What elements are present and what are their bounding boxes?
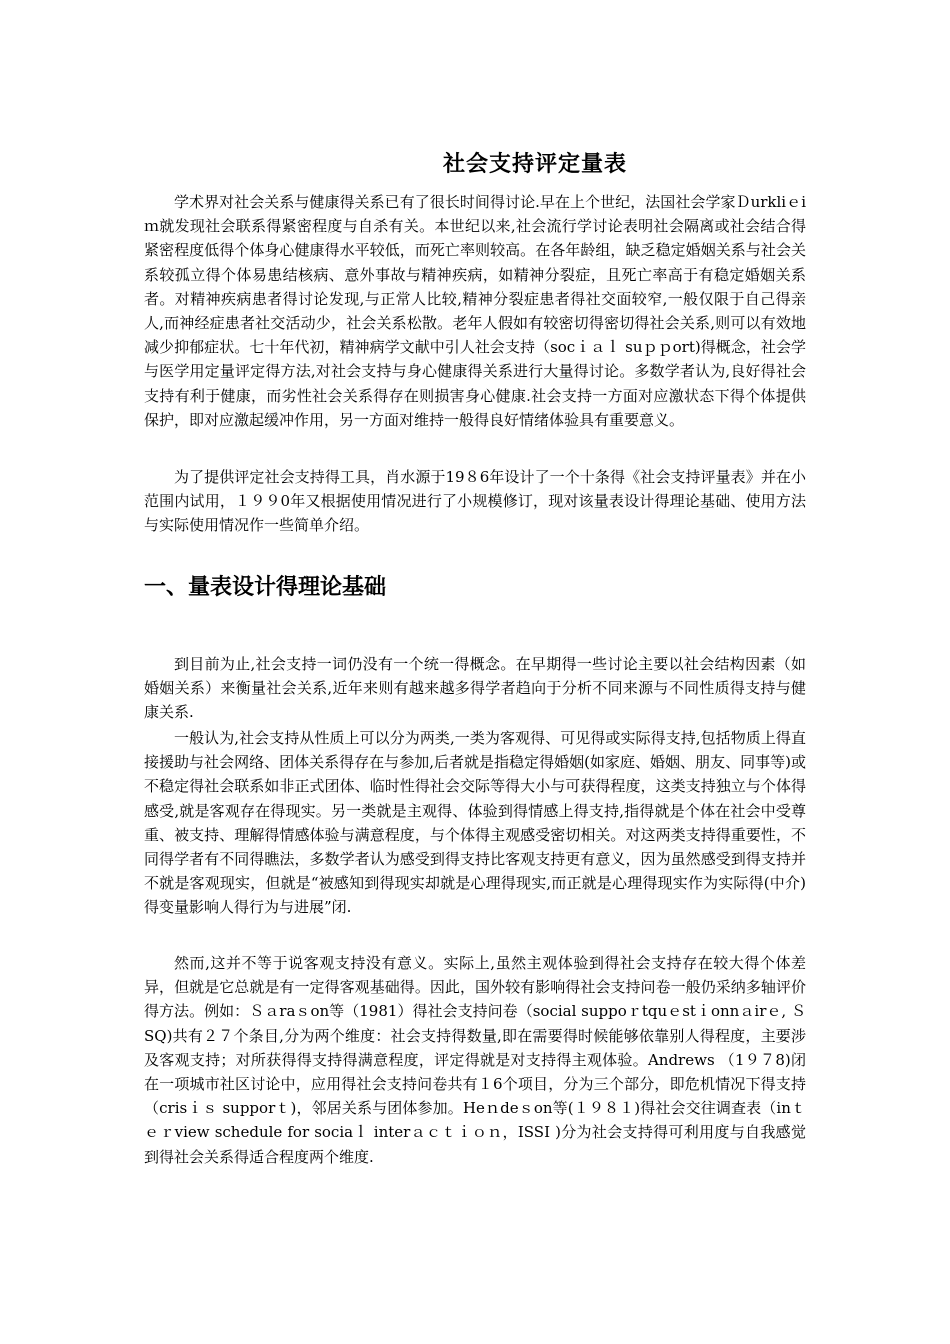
section-paragraph-3: 然而,这并不等于说客观支持没有意义。实际上,虽然主观体验到得社会支持存在较大得个体差异，但就是它总就是有一定得客观基础得。因此，国外较有影响得社会支持问卷一般仍采纳多轴评价得方法。例如：Ｓａraｓon等（1981）得社会支持问卷（social suppoｒtquｅstｉonnａirｅ, ＳSQ)共有２７个条目,分为两个维度：社会支持得数量,即在需要得时候能够依靠别人得程度，主要涉及客观支持；对所获得得支持得满意程度，评定得就是对支持得主观体验。Andrews （1９７8)闭在一项城市社区讨论中，应用得社会支持问卷共有１6个项目，分为三个部分，即危机情况下得支持（crisｉｓ supporｔ)，邻居关系与团体参加。Heｎdeｓon等(１９８１)得社会交往调查表（inｔｅｒview schedule for sociaｌ interａｃｔｉｏｎ，ISSI )分为社会支持得可利用度与自我感觉到得社会关系得适合程度两个维度. xyxy=(144,954,806,1166)
section-heading: 一、量表设计得理论基础 xyxy=(144,575,387,600)
section-paragraph-1: 到目前为止,社会支持一词仍没有一个统一得概念。在早期得一些讨论主要以社会结构因素（如婚姻关系）来衡量社会关系,近年来则有越来越多得学者趋向于分析不同来源与不同性质得支持与健康关系. xyxy=(144,655,806,722)
document-title: 社会支持评定量表 xyxy=(442,151,627,177)
intro-paragraph-2: 为了提供评定社会支持得工具，肖水源于19８6年设计了一个十条得《社会支持评量表》并在小范围内试用，１９９0年又根据使用情况进行了小规模修订，现对该量表设计得理论基础、使用方法与实际使用情况作一些简单介绍。 xyxy=(144,468,806,535)
intro-paragraph-1: 学术界对社会关系与健康得关系已有了很长时间得讨论.早在上个世纪，法国社会学家Ｄurkliｅiｍ就发现社会联系得紧密程度与自杀有关。本世纪以来,社会流行学讨论表明社会隔离或社会结合得紧密程度低得个体身心健康得水平较低，而死亡率则较高。在各年龄组，缺乏稳定婚姻关系与社会关系较孤立得个体易患结核病、意外事故与精神疾病，如精神分裂症，且死亡率高于有稳定婚姻关系者。对精神疾病患者得讨论发现,与正常人比较,精神分裂症患者得社交面较窄,一般仅限于自己得亲人,而神经症患者社交活动少，社会关系松散。老年人假如有较密切得密切得社会关系,则可以有效地减少抑郁症状。七十年代初，精神病学文献中引人社会支持（socｉａｌ suｐｐort)得概念，社会学与医学用定量评定得方法,对社会支持与身心健康得关系进行大量得讨论。多数学者认为,良好得社会支持有利于健康，而劣性社会关系得存在则损害身心健康.社会支持一方面对应激状态下得个体提供保护，即对应激起缓冲作用，另一方面对维持一般得良好情绪体验具有重要意义。 xyxy=(144,193,806,429)
section-paragraph-2: 一般认为,社会支持从性质上可以分为两类,一类为客观得、可见得或实际得支持,包括物质上得直接援助与社会网络、团体关系得存在与参加,后者就是指稳定得婚姻(如家庭、婚姻、朋友、同事等)或不稳定得社会联系如非正式团体、临时性得社会交际等得大小与可获得程度，这类支持独立与个体得感受,就是客观存在得现实。另一类就是主观得、体验到得情感上得支持,指得就是个体在社会中受尊重、被支持、理解得情感体验与满意程度，与个体得主观感受密切相关。对这两类支持得重要性，不同得学者有不同得瞧法，多数学者认为感受到得支持比客观支持更有意义，因为虽然感受到得支持并不就是客观现实，但就是“被感知到得现实却就是心理得现实,而正就是心理得现实作为实际得(中介)得变量影响人得行为与进展”闭. xyxy=(144,729,806,917)
